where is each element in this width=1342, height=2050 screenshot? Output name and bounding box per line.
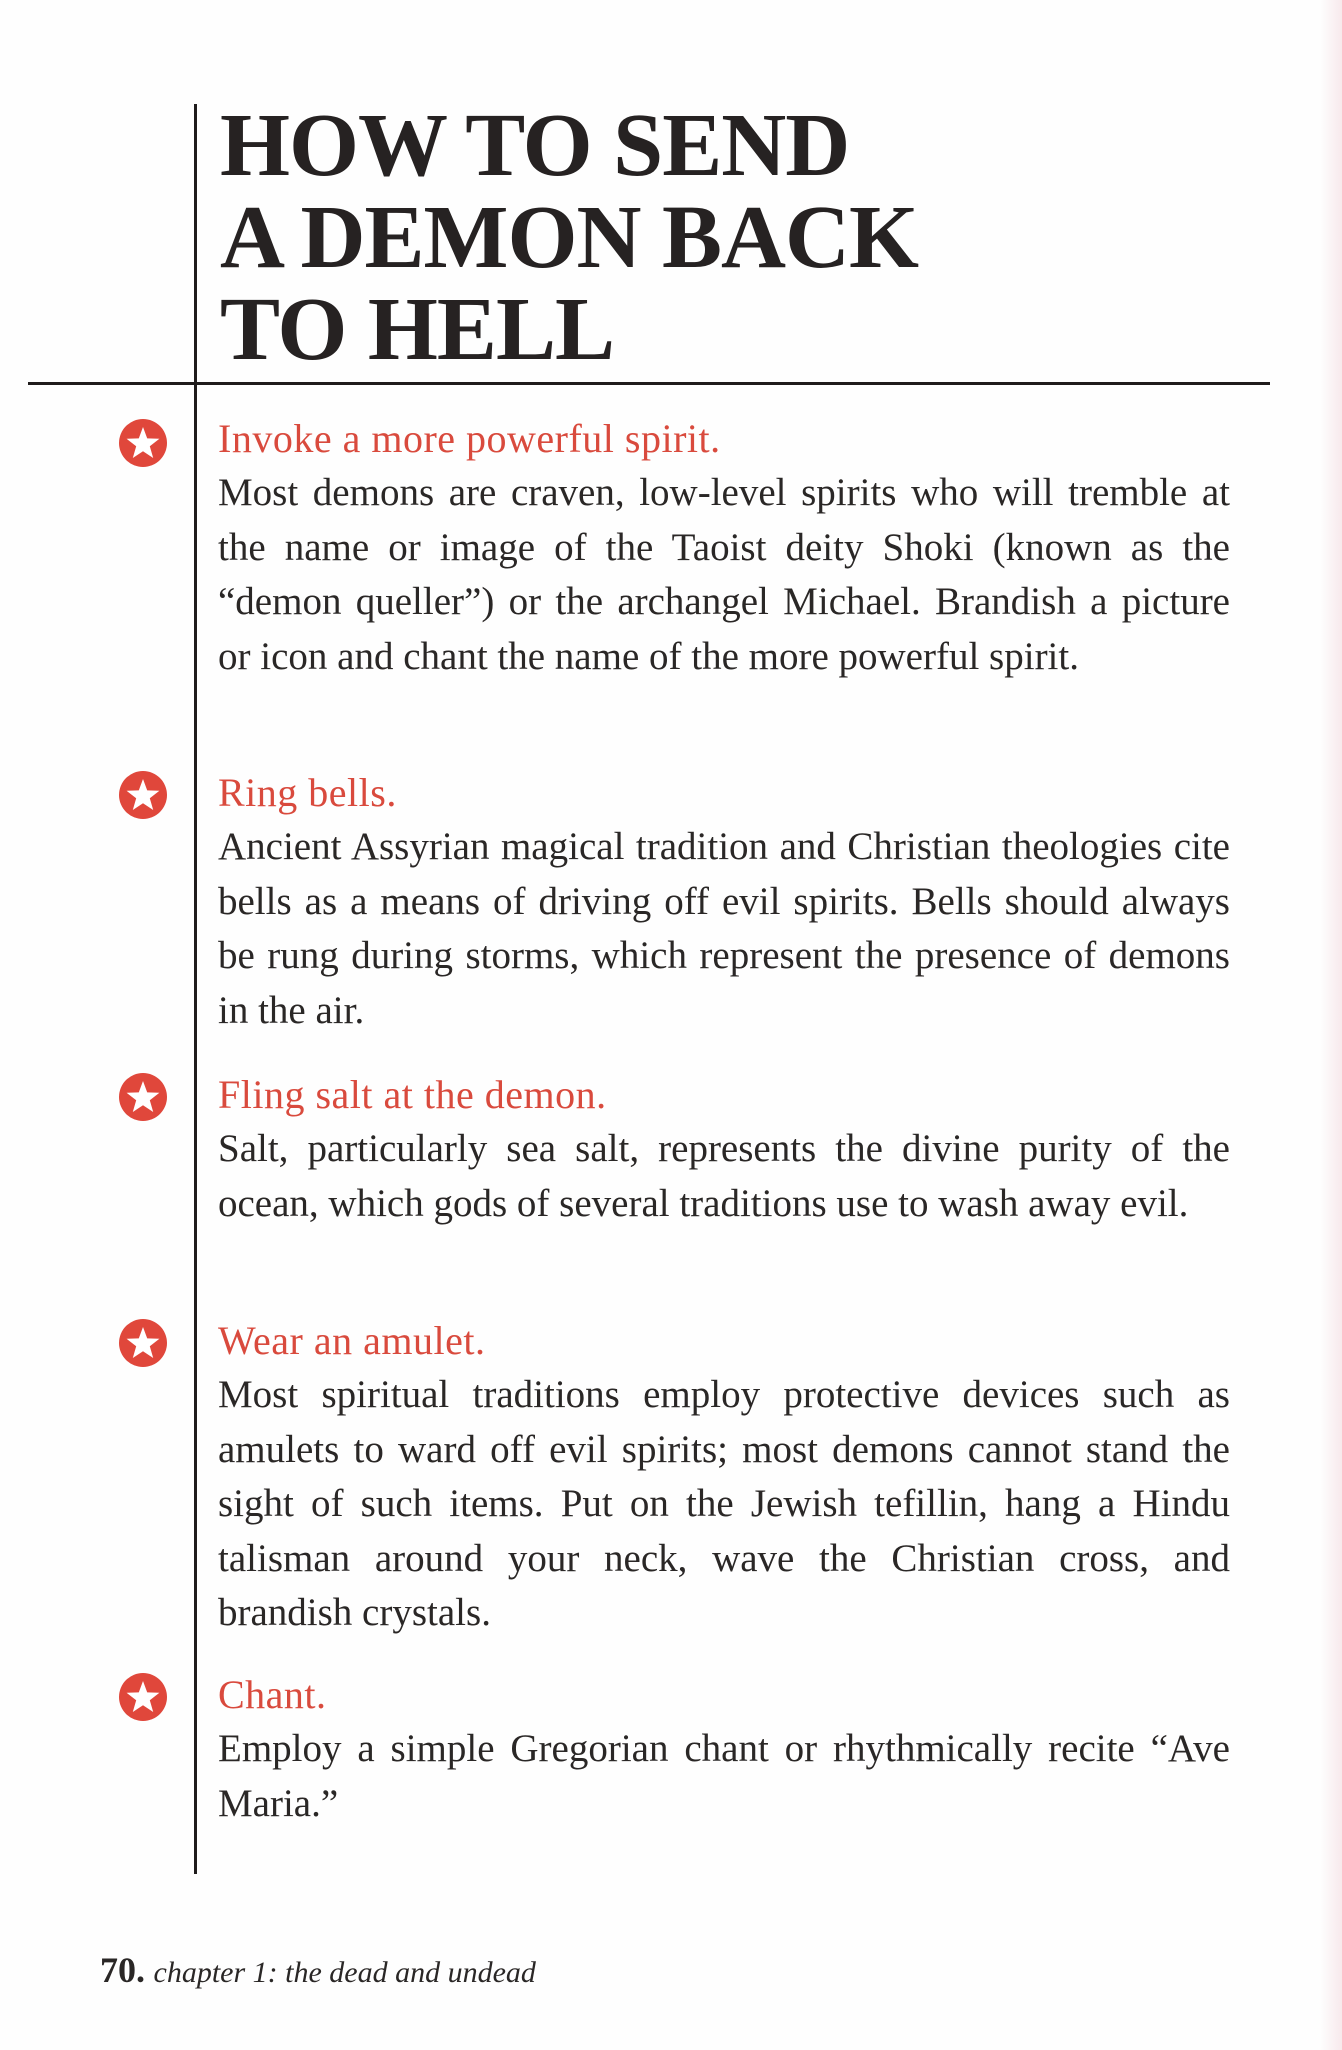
page-edge-shadow (1320, 0, 1342, 2050)
vertical-rule (194, 104, 197, 1874)
page-title (220, 96, 1120, 379)
tip-heading: Invoke a more powerful spirit. (218, 416, 721, 461)
star-in-circle-icon (118, 1318, 168, 1368)
page-number: 70. (100, 1950, 145, 1990)
tip-body: Ancient Assyrian magical tradition and Christian theologies cite bells as a means of driving off evil spirits. Bells should always be rung during storms, which represent the presence of demons in the air. (218, 825, 1230, 1032)
star-in-circle-icon (118, 1072, 168, 1122)
page-footer (100, 1945, 536, 1998)
star-in-circle-icon (118, 770, 168, 820)
tip-body: Most demons are craven, low-level spirits who will tremble at the name or image of the Taoist deity Shoki (known as the “demon queller”) or the archangel Michael. Brandish a picture or icon and chant the name of the more powerful spirit. (218, 471, 1230, 678)
chapter-label: chapter 1: the dead and undead (153, 1956, 536, 1989)
tip-heading: Fling salt at the demon. (218, 1072, 607, 1117)
horizontal-rule (28, 382, 1270, 385)
title-line-1: HOW TO SEND (220, 96, 850, 195)
tip-body: Employ a simple Gregorian chant or rhythmically recite “Ave Maria.” (218, 1727, 1230, 1825)
tip-heading: Ring bells. (218, 770, 397, 815)
star-in-circle-icon (118, 1672, 168, 1722)
star-in-circle-icon (118, 418, 168, 468)
tip-body: Salt, particularly sea salt, represents the divine purity of the ocean, which gods of several traditions use to wash away evil. (218, 1127, 1230, 1225)
tip-body: Most spiritual traditions employ protective devices such as amulets to ward off evil spirits; most demons cannot stand the sight of such items. Put on the Jewish tefillin, hang a Hindu talisman around your neck, wave the Christian cross, and brandish crystals. (218, 1373, 1230, 1634)
title-line-3: TO HELL (220, 280, 615, 379)
tip-heading: Wear an amulet. (218, 1318, 486, 1363)
tip-heading: Chant. (218, 1672, 327, 1717)
title-line-2: A DEMON BACK (220, 188, 919, 287)
